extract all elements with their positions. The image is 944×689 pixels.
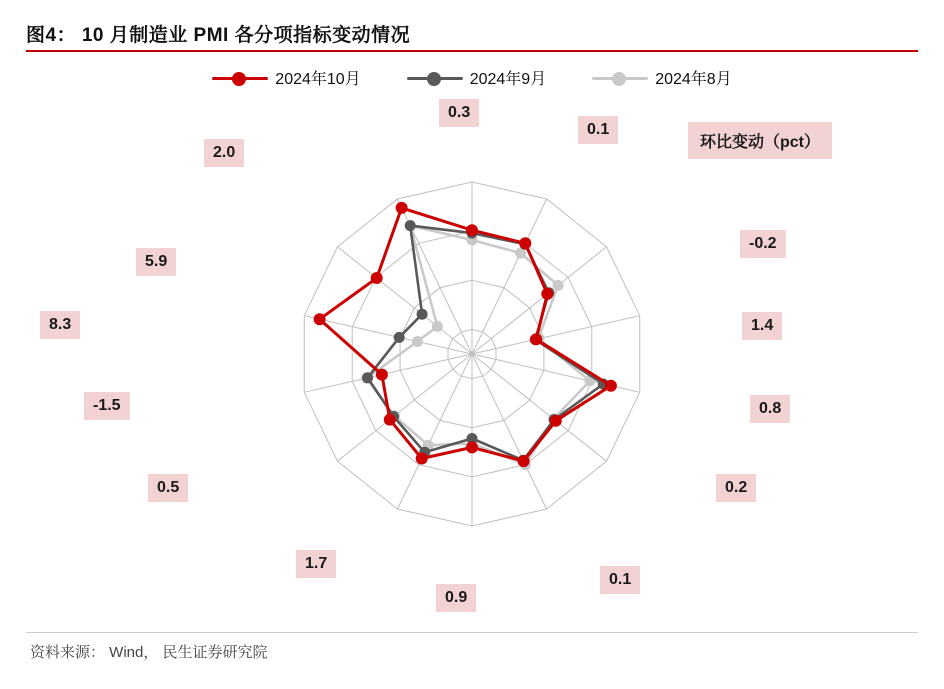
delta-box-raw-inventory: 0.5 xyxy=(148,474,188,502)
legend-swatch-oct-icon xyxy=(212,70,268,86)
radar-series xyxy=(314,202,617,470)
delta-box-input-price: 8.3 xyxy=(40,311,80,339)
radar-chart-area xyxy=(0,96,944,626)
source-note: 资料来源： Wind， 民生证券研究院 xyxy=(30,644,268,661)
legend-swatch-sep-icon xyxy=(407,70,463,86)
legend-label-aug: 2024年8月 xyxy=(655,71,732,88)
title-divider xyxy=(26,50,918,52)
legend-item-sep xyxy=(407,66,547,89)
delta-box-production: 0.8 xyxy=(750,395,790,423)
figure-title-bar xyxy=(26,16,918,50)
legend-label-oct: 2024年10月 xyxy=(275,71,361,88)
delta-box-new-export: -0.2 xyxy=(740,230,786,258)
legend-item-oct xyxy=(212,66,360,89)
delta-box-delivery-time: 0.1 xyxy=(600,566,640,594)
legend-swatch-aug-icon xyxy=(592,70,648,86)
delta-box-import: 0.9 xyxy=(436,584,476,612)
delta-box-expectation: 2.0 xyxy=(204,139,244,167)
delta-box-finished-inv: -1.5 xyxy=(84,392,130,420)
delta-box-new-orders: 0.1 xyxy=(578,116,618,144)
chart-legend xyxy=(0,66,944,89)
page-title: 图4： 10 月制造业 PMI 各分项指标变动情况 xyxy=(26,24,411,46)
legend-item-aug xyxy=(592,66,732,89)
delta-box-output-price: 5.9 xyxy=(136,248,176,276)
footer-divider xyxy=(26,632,918,633)
delta-box-backlog: 1.4 xyxy=(742,312,782,340)
delta-box-pmi: 0.3 xyxy=(439,99,479,127)
delta-box-employment: 0.2 xyxy=(716,474,756,502)
radar-chart-svg xyxy=(0,96,944,626)
chart-note-badge: 环比变动（pct） xyxy=(688,122,832,159)
legend-label-sep: 2024年9月 xyxy=(469,71,547,88)
delta-box-purchases: 1.7 xyxy=(296,550,336,578)
